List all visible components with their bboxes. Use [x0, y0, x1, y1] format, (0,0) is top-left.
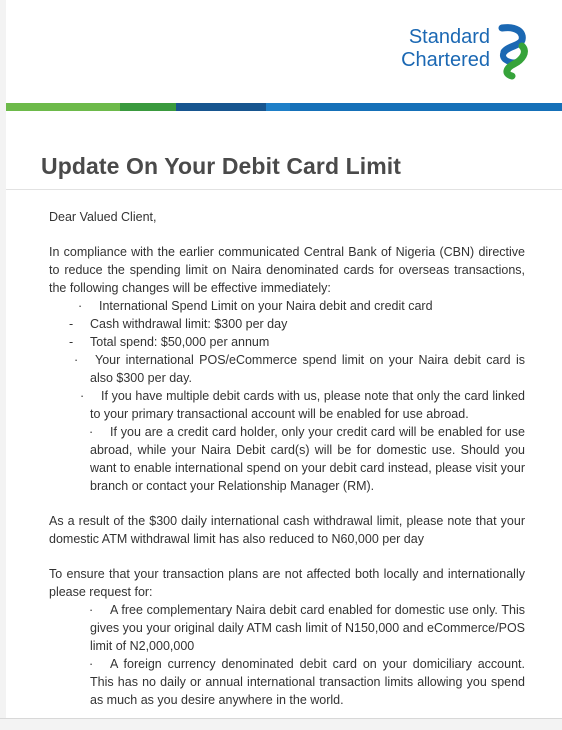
list-item: - Total spend: $50,000 per annum [69, 335, 270, 349]
title-divider [6, 189, 562, 190]
brand-color-bar [6, 103, 562, 111]
email-page [6, 0, 562, 718]
list-item: · A free complementary Naira debit card enabled for domestic use only. This gives you your original daily ATM cash limit of N150,000 and eCommerce/POS limit of N2,000,000 [89, 603, 525, 653]
list-item: · A foreign currency denominated debit card on your domiciliary account. This has no daily or annual international transaction limits allowing you spend as much as you desire anywhere in the world. [89, 657, 525, 707]
standard-chartered-logo-icon [494, 24, 532, 80]
list-item: · If you have multiple debit cards with us, please note that only the card linked to your primary transactional account will be enabled for use abroad. [80, 389, 525, 421]
page-title: Update On Your Debit Card Limit [41, 153, 402, 179]
email-body [49, 208, 525, 709]
atm-paragraph: As a result of the $300 daily international cash withdrawal limit, please note that your domestic ATM withdrawal limit has also reduced to N60,000 per day [49, 514, 525, 546]
brand-logo [382, 26, 532, 82]
greeting: Dear Valued Client, [49, 210, 157, 224]
scroll-edge [0, 718, 562, 730]
list-item: · Your international POS/eCommerce spend limit on your Naira debit card is also $300 per day. [74, 353, 525, 385]
list-item: - Cash withdrawal limit: $300 per day [69, 317, 288, 331]
list-item: · If you are a credit card holder, only your credit card will be enabled for use abroad, while your Naira Debit card(s) will be for domestic use. Should you want to enable international spend on your debit card instead, please visit your branch or contact your Relationship Manager (RM). [89, 425, 525, 493]
list-item: · International Spend Limit on your Naira debit and credit card [78, 299, 433, 313]
request-paragraph: To ensure that your transaction plans are not affected both locally and internationally please request for: [49, 567, 525, 599]
intro-paragraph: In compliance with the earlier communicated Central Bank of Nigeria (CBN) directive to reduce the spending limit on Naira denominated cards for overseas transactions, the following changes will be effective immediately: [49, 245, 525, 295]
logo-text: Standard Chartered [401, 26, 490, 71]
